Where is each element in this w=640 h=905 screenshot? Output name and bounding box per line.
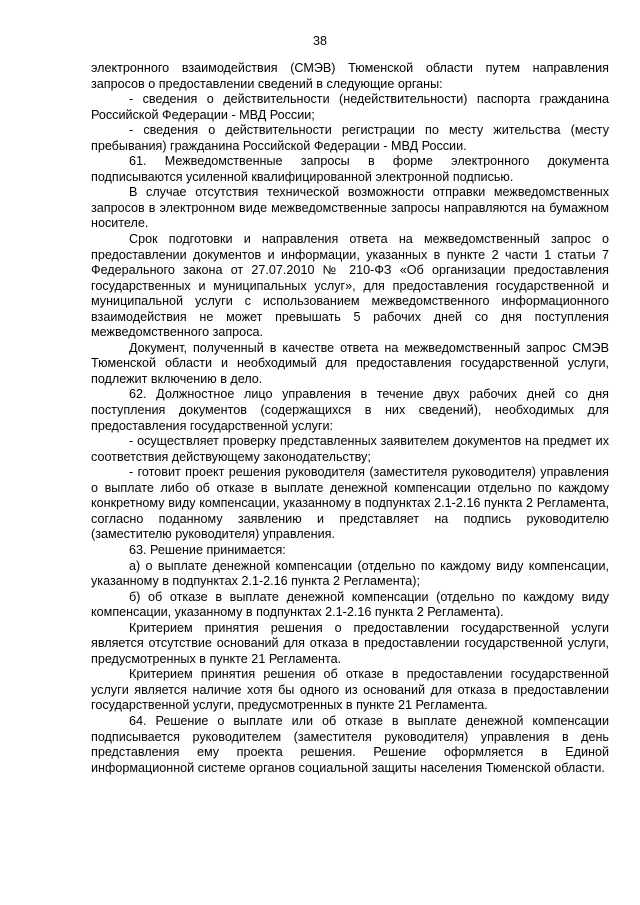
paragraph-63-a: а) о выплате денежной компенсации (отдельно по каждому виду компенсации, указанному в подпунктах 2.1-2.16 пункта 2 Регламента); bbox=[91, 558, 609, 589]
paragraph-paper-requests: В случае отсутствия технической возможности отправки межведомственных запросов в электронном виде межведомственные запросы направляются на бумажном носителе. bbox=[91, 185, 609, 231]
paragraph-registration-info: - сведения о действительности регистрации по месту жительства (месту пребывания) гражданина Российской Федерации - МВД России. bbox=[91, 123, 609, 153]
paragraph-62: 62. Должностное лицо управления в течение двух рабочих дней со дня поступления документов (содержащихся в них сведений), необходимых для предоставления государственной услуги: bbox=[91, 387, 609, 433]
paragraph-62-draft: - готовит проект решения руководителя (заместителя руководителя) управления о выплате либо об отказе в выплате денежной компенсации отдельно по каждому конкретному виду компенсации, указанному в подпунктах 2.1-2.16 пункта 2 Регламента, согласно поданному заявлению и представляет на подпись руководителю (заместителю руководителя) управления. bbox=[91, 465, 609, 542]
paragraph-passport-info: - сведения о действительности (недействительности) паспорта гражданина Российской Федерации - МВД России; bbox=[91, 92, 609, 122]
paragraph-63: 63. Решение принимается: bbox=[129, 542, 286, 557]
paragraph-response-deadline: Срок подготовки и направления ответа на межведомственный запрос о предоставлении документов и информации, указанных в пункте 2 части 1 статьи 7 Федерального закона от 27.07.2010 № 210-ФЗ «Об организации предоставления государственных и муниципальных услуг», для предоставления государственной и муниципальной услуги с использованием межведомственного информационного взаимодействия не может превышать 5 рабочих дней со дня поступления межведомственного запроса. bbox=[91, 232, 609, 340]
paragraph-61: 61. Межведомственные запросы в форме электронного документа подписываются усиленной квалифицированной электронной подписью. bbox=[91, 154, 609, 184]
paragraph-smev-intro: электронного взаимодействия (СМЭВ) Тюменской области путем направления запросов о предоставлении сведений в следующие органы: bbox=[91, 61, 609, 91]
paragraph-64: 64. Решение о выплате или об отказе в выплате денежной компенсации подписывается руководителем (заместителя руководителя) управления в день представления ему проекта решения. Решение оформляется в Единой информационной системе органов социальной защиты населения Тюменской области. bbox=[91, 713, 609, 775]
paragraph-received-document: Документ, полученный в качестве ответа на межведомственный запрос СМЭВ Тюменской области и необходимый для предоставления государственной услуги, подлежит включению в дело. bbox=[91, 340, 609, 386]
paragraph-62-check: - осуществляет проверку представленных заявителем документов на предмет их соответствия действующему законодательству; bbox=[91, 434, 609, 464]
paragraph-criterion-grant: Критерием принятия решения о предоставлении государственной услуги является отсутствие оснований для отказа в предоставлении государственной услуги, предусмотренных в пункте 21 Регламента. bbox=[91, 620, 609, 666]
page-number: 38 bbox=[313, 34, 327, 48]
document-body bbox=[91, 61, 609, 776]
paragraph-63-b: б) об отказе в выплате денежной компенсации (отдельно по каждому виду компенсации, указанному в подпунктах 2.1-2.16 пункта 2 Регламента). bbox=[91, 589, 609, 620]
paragraph-criterion-refusal: Критерием принятия решения об отказе в предоставлении государственной услуги является наличие хотя бы одного из оснований для отказа в предоставлении государственной услуги, предусмотренных в пункте 21 Регламента. bbox=[91, 667, 609, 713]
